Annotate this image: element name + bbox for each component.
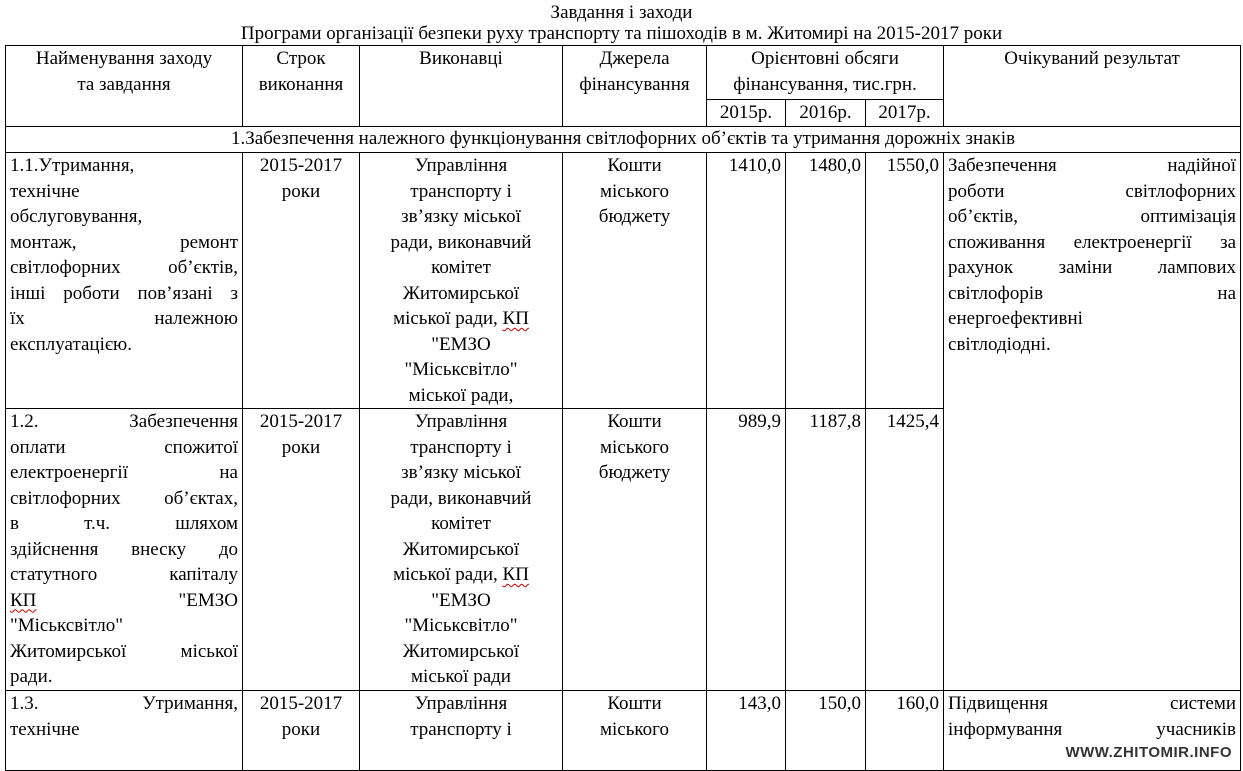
text-line: транспорту і <box>410 718 512 740</box>
text-line: світлофорів на <box>948 282 1237 304</box>
text-line: роки <box>281 180 321 202</box>
text-line: Управління <box>414 155 508 176</box>
text-line: Кошти <box>607 155 662 176</box>
text-line: монтаж, ремонт <box>10 231 238 253</box>
row-1-1-2016: 1480,0 <box>786 153 866 409</box>
text-line: роки <box>281 436 321 458</box>
text-line: роки <box>281 718 321 740</box>
row-1-3-name <box>6 691 243 771</box>
row-1-3-sources <box>563 691 707 771</box>
text-line: комітет <box>431 257 491 278</box>
text-line: здійснення внеску до <box>10 538 238 560</box>
text-line: рахунок заміни лампових <box>948 257 1237 278</box>
text-line: Очікуваний результат <box>1004 48 1180 69</box>
row-1-1-sources <box>563 153 707 409</box>
text-line: міської ради <box>411 666 511 687</box>
text-line: світлофорних об’єктах, <box>10 487 238 509</box>
text-line: міського <box>600 436 669 458</box>
text-line: Найменування заходу <box>35 48 213 69</box>
text-line: "ЕМЗО <box>431 589 491 611</box>
text-line: світлодіодні. <box>948 333 1051 355</box>
text-line: Житомирської міської <box>10 640 238 662</box>
row-1-2-term <box>243 409 360 691</box>
text-line: "ЕМЗО <box>431 333 491 355</box>
text-line: Управління <box>414 411 508 432</box>
text-line: статутного капіталу <box>10 564 238 585</box>
text-line: бюджету <box>598 462 671 483</box>
row-1-3-2017: 160,0 <box>866 691 944 771</box>
text-line: та завдання <box>77 73 171 95</box>
header-sources <box>563 46 707 127</box>
document-subtitle: Програми організації безпеки руху транспорту та пішоходів в м. Житомирі на 2015-2017 роки <box>240 23 1003 44</box>
row-1-2-name <box>6 409 243 691</box>
text-line: 2015-2017 <box>259 693 343 714</box>
text-line: бюджету <box>598 206 671 227</box>
header-year-2015: 2015р. <box>707 100 786 127</box>
text-line: технічне <box>10 718 80 740</box>
text-line: їх належною <box>10 308 238 329</box>
row-1-2-executors <box>360 409 563 691</box>
text-line: Кошти <box>607 411 662 432</box>
result-1 <box>944 153 1241 691</box>
text-line: Підвищення системи <box>948 693 1237 714</box>
text-line: ради, виконавчий <box>390 487 532 509</box>
text-line: споживання електроенергії за <box>948 231 1237 253</box>
document-title: Завдання і заходи <box>550 2 693 23</box>
row-1-2-2016: 1187,8 <box>786 409 866 691</box>
text-line: комітет <box>431 513 491 534</box>
row-1-1-2015: 1410,0 <box>707 153 786 409</box>
text-line: 1.1.Утримання, <box>10 155 135 176</box>
row-1-3-executors <box>360 691 563 771</box>
row-1-3-2016: 150,0 <box>786 691 866 771</box>
text-line: Житомирської <box>402 282 520 304</box>
text-line: Забезпечення надійної <box>948 155 1237 176</box>
text-line: 2015-2017 <box>259 411 343 432</box>
text-line: міського <box>600 180 669 202</box>
text-line: фінансування <box>579 73 690 95</box>
text-line: транспорту і <box>410 180 512 202</box>
row-1-1-executors <box>360 153 563 409</box>
text-line: 1.2. Забезпечення <box>10 411 238 432</box>
text-line: Житомирської <box>402 640 520 662</box>
text-line: міської ради, КП <box>393 308 529 329</box>
text-line: міського <box>600 718 669 740</box>
row-1-2-2015: 989,9 <box>707 409 786 691</box>
text-line: 2015-2017 <box>259 155 343 176</box>
section-heading-1: 1.Забезпечення належного функціонування світлофорних об’єктів та утримання дорожніх знаків <box>6 127 1241 153</box>
header-year-2016: 2016р. <box>786 100 866 127</box>
header-term <box>243 46 360 127</box>
text-line: 1.3. Утримання, <box>10 693 238 714</box>
row-1-3-term <box>243 691 360 771</box>
text-line: світлофорних об’єктів, <box>10 257 238 278</box>
header-funding <box>707 46 944 100</box>
text-line: Виконавці <box>419 48 503 69</box>
text-line: оплати спожитої <box>10 436 238 458</box>
text-line: в т.ч. шляхом <box>10 513 238 534</box>
text-line: обслуговування, <box>10 206 143 227</box>
text-line: зв’язку міської <box>401 462 521 483</box>
text-line: "Міськсвітло" <box>10 615 124 636</box>
text-line: Джерела <box>599 48 670 69</box>
row-1-1-term <box>243 153 360 409</box>
text-line: "Міськсвітло" <box>404 615 518 636</box>
text-line: Орієнтовні обсяги <box>751 48 899 69</box>
text-line: електроенергії на <box>10 462 238 483</box>
row-1-2-sources <box>563 409 707 691</box>
text-line: Управління <box>414 693 508 714</box>
text-line: виконання <box>258 73 344 95</box>
row-1-2-2017: 1425,4 <box>866 409 944 691</box>
header-year-2017: 2017р. <box>866 100 944 127</box>
text-line: експлуатацією. <box>10 333 132 355</box>
text-line: транспорту і <box>410 436 512 458</box>
measures-table <box>5 45 1241 771</box>
text-line: КП "ЕМЗО <box>10 589 238 611</box>
text-line: роботи світлофорних <box>948 180 1237 202</box>
text-line: Строк <box>276 48 326 69</box>
header-executors <box>360 46 563 127</box>
text-line: фінансування, тис.грн. <box>733 73 917 95</box>
text-line: технічне <box>10 180 80 202</box>
text-line: "Міськсвітло" <box>404 359 518 380</box>
row-1-1-name <box>6 153 243 409</box>
site-watermark: WWW.ZHITOMIR.INFO <box>1062 743 1235 762</box>
text-line: Кошти <box>607 693 662 714</box>
text-line: об’єктів, оптимізація <box>948 206 1237 227</box>
text-line: ради, виконавчий <box>390 231 532 253</box>
text-line: міської ради, КП <box>393 564 529 585</box>
text-line: енергоефективні <box>948 308 1083 329</box>
row-1-3-2015: 143,0 <box>707 691 786 771</box>
header-result <box>944 46 1241 127</box>
text-line: ради. <box>10 666 53 687</box>
header-name <box>6 46 243 127</box>
row-1-1-2017: 1550,0 <box>866 153 944 409</box>
text-line: зв’язку міської <box>401 206 521 227</box>
text-line: інші роботи пов’язані з <box>10 282 238 304</box>
text-line: інформування учасників <box>948 718 1237 740</box>
text-line: Житомирської <box>402 538 520 560</box>
text-line: міської ради, <box>408 384 514 406</box>
